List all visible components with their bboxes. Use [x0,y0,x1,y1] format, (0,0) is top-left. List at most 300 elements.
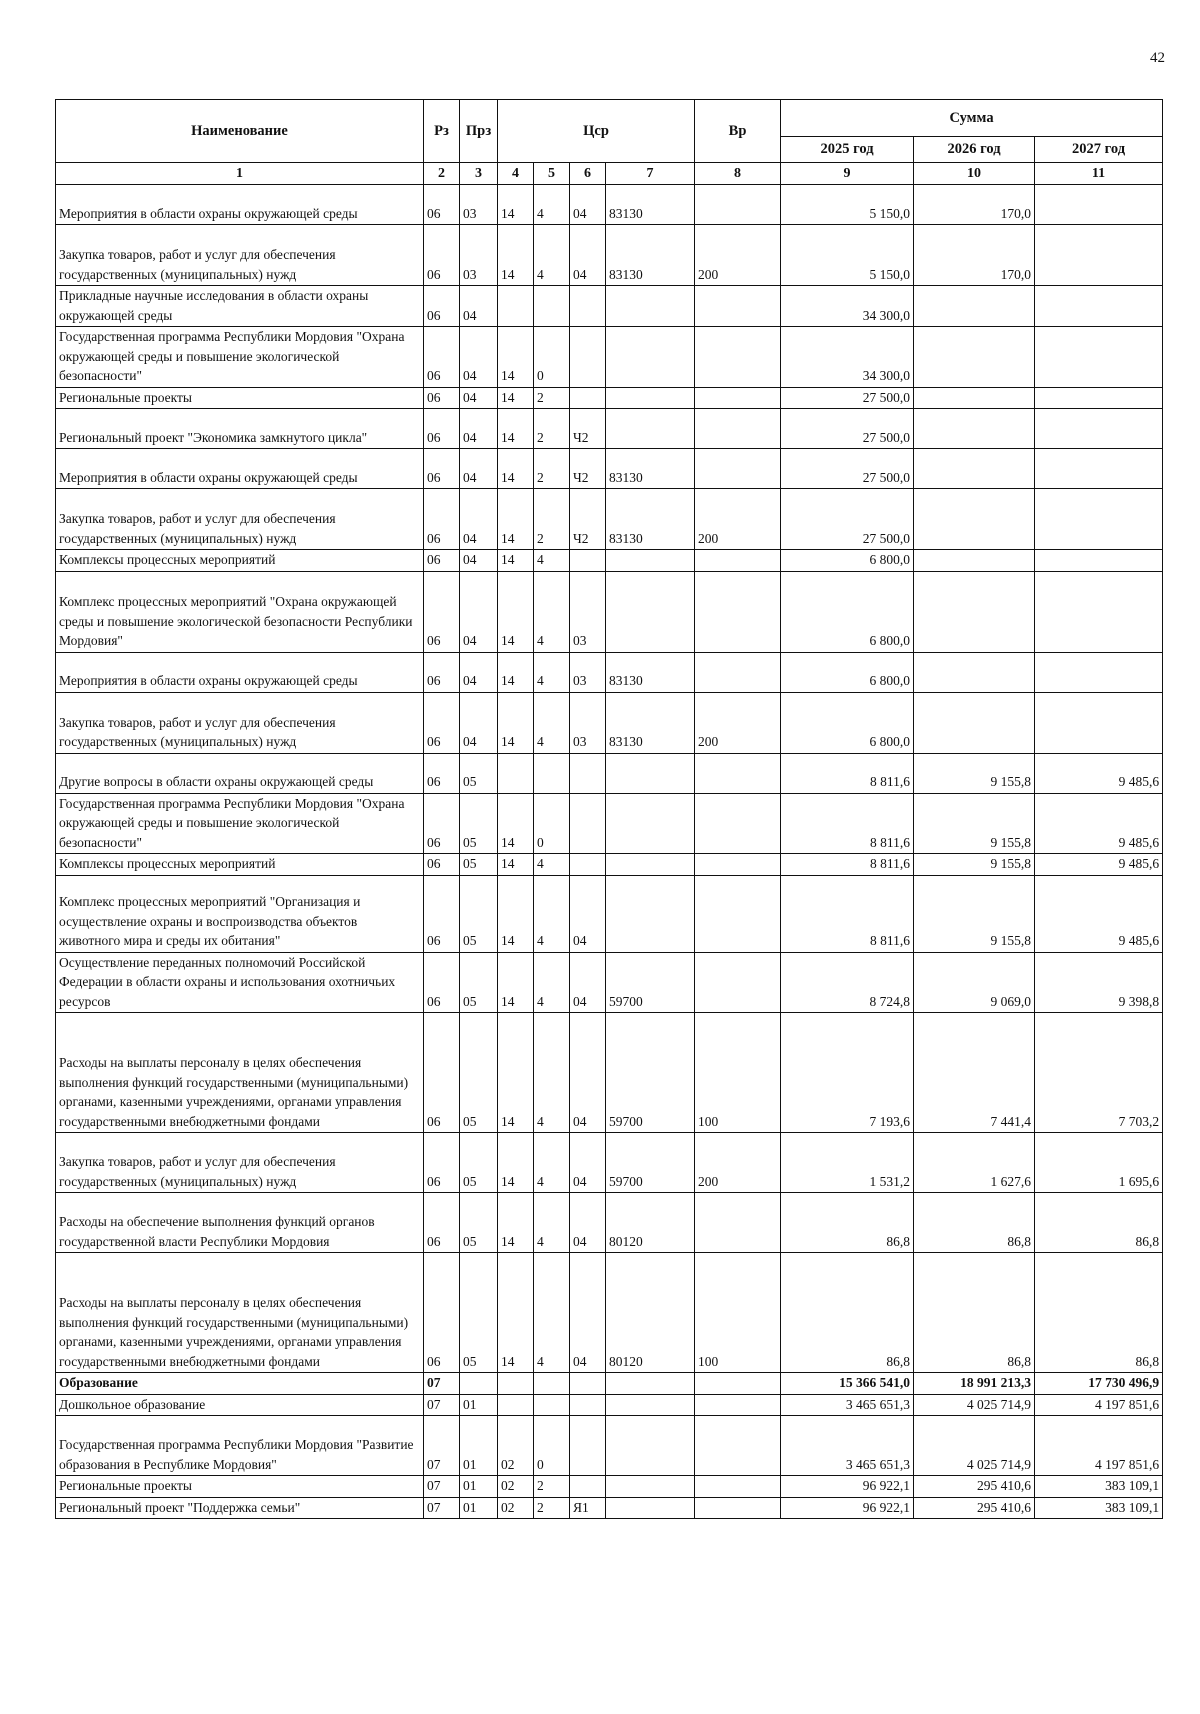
row-sum-2027: 7 703,2 [1035,1013,1163,1133]
row-sum-2027: 383 109,1 [1035,1497,1163,1519]
row-name: Комплекс процессных мероприятий "Организация и осуществление охраны и воспроизводства объектов животного мира и среды их обитания" [56,875,424,952]
row-vr [695,1497,781,1519]
table-row [56,753,1163,793]
row-sum-2026: 4 025 714,9 [914,1394,1035,1416]
row-sum-2026 [914,489,1035,550]
row-name: Дошкольное образование [56,1394,424,1416]
row-csr-type: 4 [534,1253,570,1373]
row-name: Мероприятия в области охраны окружающей среды [56,449,424,489]
table-row [56,854,1163,876]
row-sum-2027 [1035,550,1163,572]
row-csr-direction [606,875,695,952]
row-vr [695,1476,781,1498]
row-csr-type: 0 [534,793,570,854]
row-prz: 05 [460,1133,498,1193]
row-sum-2027: 9 485,6 [1035,753,1163,793]
header-year-2025: 2025 год [781,137,914,163]
row-csr-subprogram [570,793,606,854]
row-csr-subprogram [570,854,606,876]
row-csr-subprogram [570,1394,606,1416]
row-csr-program: 02 [498,1476,534,1498]
row-csr-subprogram: 04 [570,225,606,286]
row-rz: 06 [424,1253,460,1373]
row-csr-direction: 83130 [606,225,695,286]
row-csr-direction [606,550,695,572]
column-number: 8 [695,163,781,185]
row-prz: 04 [460,489,498,550]
header-year-2026: 2026 год [914,137,1035,163]
row-csr-program: 14 [498,409,534,449]
row-rz: 06 [424,387,460,409]
row-vr [695,1416,781,1476]
row-sum-2026: 9 155,8 [914,875,1035,952]
row-rz: 06 [424,652,460,692]
row-prz: 01 [460,1476,498,1498]
row-prz: 04 [460,571,498,652]
row-prz: 03 [460,185,498,225]
row-sum-2026: 4 025 714,9 [914,1416,1035,1476]
table-row [56,652,1163,692]
row-name: Осуществление переданных полномочий Российской Федерации в области охраны и использования охотничьих ресурсов [56,952,424,1013]
column-number: 1 [56,163,424,185]
row-sum-2026: 18 991 213,3 [914,1373,1035,1395]
row-vr [695,952,781,1013]
row-csr-subprogram [570,1373,606,1395]
row-csr-direction [606,1497,695,1519]
row-rz: 06 [424,225,460,286]
row-sum-2026: 86,8 [914,1253,1035,1373]
column-number: 7 [606,163,695,185]
row-csr-direction [606,854,695,876]
row-sum-2027: 9 485,6 [1035,793,1163,854]
row-sum-2026: 9 155,8 [914,854,1035,876]
row-name: Закупка товаров, работ и услуг для обеспечения государственных (муниципальных) нужд [56,1133,424,1193]
row-sum-2025: 8 724,8 [781,952,914,1013]
row-sum-2027: 9 398,8 [1035,952,1163,1013]
table-body [56,185,1163,1519]
header-rz: Рз [424,100,460,163]
table-row [56,1013,1163,1133]
table-row [56,286,1163,327]
row-name: Расходы на выплаты персоналу в целях обеспечения выполнения функций государственными (муниципальными) органами, казенными учреждениями, органами управления государственными внебюджетными фондами [56,1013,424,1133]
row-sum-2026: 170,0 [914,185,1035,225]
column-number: 6 [570,163,606,185]
row-rz: 06 [424,854,460,876]
row-csr-program: 02 [498,1497,534,1519]
row-csr-direction: 59700 [606,1133,695,1193]
row-csr-program: 14 [498,793,534,854]
row-csr-subprogram [570,753,606,793]
row-prz: 04 [460,286,498,327]
row-name: Расходы на выплаты персоналу в целях обеспечения выполнения функций государственными (муниципальными) органами, казенными учреждениями, органами управления государственными внебюджетными фондами [56,1253,424,1373]
row-csr-type: 2 [534,409,570,449]
row-vr [695,854,781,876]
table-row [56,875,1163,952]
row-vr: 100 [695,1013,781,1133]
row-vr [695,1193,781,1253]
row-name: Государственная программа Республики Мордовия "Охрана окружающей среды и повышение экологической безопасности" [56,793,424,854]
row-csr-type: 2 [534,449,570,489]
row-sum-2025: 27 500,0 [781,489,914,550]
row-csr-type: 4 [534,652,570,692]
row-csr-subprogram: Ч2 [570,449,606,489]
row-csr-type: 4 [534,571,570,652]
row-csr-subprogram [570,550,606,572]
header-prz: Прз [460,100,498,163]
row-sum-2027 [1035,225,1163,286]
row-name: Региональные проекты [56,387,424,409]
row-rz: 06 [424,489,460,550]
row-sum-2027: 86,8 [1035,1253,1163,1373]
row-prz: 05 [460,1253,498,1373]
row-name: Образование [56,1373,424,1395]
row-csr-subprogram: 04 [570,1133,606,1193]
row-sum-2026 [914,449,1035,489]
row-vr [695,652,781,692]
row-rz: 06 [424,1133,460,1193]
header-year-2027: 2027 год [1035,137,1163,163]
row-sum-2026: 9 155,8 [914,793,1035,854]
row-prz: 05 [460,952,498,1013]
row-sum-2026 [914,652,1035,692]
row-prz [460,1373,498,1395]
row-sum-2027: 9 485,6 [1035,854,1163,876]
row-csr-subprogram: 04 [570,952,606,1013]
row-csr-subprogram: Я1 [570,1497,606,1519]
row-rz: 06 [424,550,460,572]
row-prz: 04 [460,387,498,409]
row-rz: 06 [424,409,460,449]
row-csr-direction: 59700 [606,1013,695,1133]
table-row [56,571,1163,652]
row-csr-subprogram [570,387,606,409]
row-rz: 06 [424,1013,460,1133]
row-csr-subprogram: Ч2 [570,409,606,449]
row-sum-2027 [1035,489,1163,550]
table-row [56,952,1163,1013]
table-row [56,1193,1163,1253]
row-vr: 200 [695,225,781,286]
table-row [56,1373,1163,1395]
header-vr: Вр [695,100,781,163]
row-sum-2025: 6 800,0 [781,652,914,692]
row-csr-program: 14 [498,225,534,286]
row-prz: 04 [460,692,498,753]
row-sum-2026: 295 410,6 [914,1476,1035,1498]
row-csr-direction [606,1476,695,1498]
row-csr-direction: 80120 [606,1193,695,1253]
row-sum-2025: 6 800,0 [781,692,914,753]
row-sum-2025: 1 531,2 [781,1133,914,1193]
row-csr-type [534,753,570,793]
row-csr-subprogram: Ч2 [570,489,606,550]
row-sum-2025: 96 922,1 [781,1476,914,1498]
row-csr-direction [606,793,695,854]
row-csr-direction [606,286,695,327]
row-rz: 07 [424,1416,460,1476]
row-csr-type [534,286,570,327]
row-vr [695,387,781,409]
row-prz: 04 [460,409,498,449]
budget-table [55,99,1163,1519]
row-csr-program: 14 [498,652,534,692]
row-sum-2025: 27 500,0 [781,409,914,449]
row-name: Закупка товаров, работ и услуг для обеспечения государственных (муниципальных) нужд [56,225,424,286]
row-prz: 05 [460,753,498,793]
row-name: Комплекс процессных мероприятий "Охрана окружающей среды и повышение экологической безопасности Республики Мордовия" [56,571,424,652]
column-number: 2 [424,163,460,185]
row-name: Мероприятия в области охраны окружающей среды [56,185,424,225]
row-name: Прикладные научные исследования в области охраны окружающей среды [56,286,424,327]
row-sum-2026 [914,327,1035,388]
table-row [56,409,1163,449]
row-sum-2026 [914,286,1035,327]
row-csr-subprogram: 04 [570,1193,606,1253]
row-vr [695,1394,781,1416]
row-prz: 04 [460,550,498,572]
row-csr-direction [606,409,695,449]
row-name: Закупка товаров, работ и услуг для обеспечения государственных (муниципальных) нужд [56,692,424,753]
table-row [56,1416,1163,1476]
row-name: Комплексы процессных мероприятий [56,550,424,572]
row-csr-subprogram: 03 [570,571,606,652]
row-csr-program [498,753,534,793]
row-sum-2025: 27 500,0 [781,449,914,489]
row-vr [695,1373,781,1395]
column-number: 9 [781,163,914,185]
column-numbers-row [56,163,1163,185]
row-name: Региональный проект "Экономика замкнутого цикла" [56,409,424,449]
table-row [56,225,1163,286]
row-sum-2026 [914,571,1035,652]
row-sum-2026: 7 441,4 [914,1013,1035,1133]
row-sum-2025: 6 800,0 [781,550,914,572]
row-csr-direction: 83130 [606,692,695,753]
row-prz: 05 [460,854,498,876]
row-csr-type: 0 [534,1416,570,1476]
row-sum-2026: 86,8 [914,1193,1035,1253]
row-prz: 05 [460,875,498,952]
table-row [56,1253,1163,1373]
row-csr-program: 14 [498,952,534,1013]
row-csr-program: 14 [498,875,534,952]
row-csr-subprogram: 04 [570,875,606,952]
row-csr-type [534,1394,570,1416]
row-sum-2027 [1035,387,1163,409]
row-prz: 04 [460,449,498,489]
row-rz: 06 [424,952,460,1013]
row-csr-type: 4 [534,550,570,572]
row-sum-2026 [914,550,1035,572]
row-csr-direction: 80120 [606,1253,695,1373]
row-csr-type [534,1373,570,1395]
row-name: Государственная программа Республики Мордовия "Развитие образования в Республике Мордовия" [56,1416,424,1476]
row-rz: 06 [424,449,460,489]
row-csr-program: 14 [498,550,534,572]
row-csr-type: 4 [534,875,570,952]
row-csr-program: 14 [498,1013,534,1133]
row-csr-type: 0 [534,327,570,388]
row-csr-program: 14 [498,692,534,753]
row-vr [695,286,781,327]
row-sum-2027 [1035,327,1163,388]
row-vr [695,793,781,854]
row-prz: 03 [460,225,498,286]
row-sum-2025: 8 811,6 [781,793,914,854]
row-rz: 06 [424,1193,460,1253]
table-row [56,1497,1163,1519]
table-row [56,489,1163,550]
row-vr [695,875,781,952]
row-csr-type: 2 [534,1476,570,1498]
table-row [56,327,1163,388]
row-vr [695,449,781,489]
row-sum-2027: 4 197 851,6 [1035,1416,1163,1476]
row-sum-2027: 4 197 851,6 [1035,1394,1163,1416]
row-sum-2026 [914,409,1035,449]
row-csr-subprogram [570,1476,606,1498]
row-rz: 06 [424,286,460,327]
row-name: Государственная программа Республики Мордовия "Охрана окружающей среды и повышение экологической безопасности" [56,327,424,388]
row-csr-direction: 83130 [606,489,695,550]
row-csr-direction: 59700 [606,952,695,1013]
row-vr [695,550,781,572]
row-sum-2025: 5 150,0 [781,185,914,225]
row-prz: 04 [460,652,498,692]
column-number: 4 [498,163,534,185]
page-number: 42 [1150,50,1165,66]
row-sum-2027: 383 109,1 [1035,1476,1163,1498]
row-prz: 01 [460,1497,498,1519]
row-sum-2027: 9 485,6 [1035,875,1163,952]
table-row [56,387,1163,409]
row-csr-type: 4 [534,1013,570,1133]
row-csr-program [498,1394,534,1416]
row-vr: 200 [695,692,781,753]
row-csr-program: 14 [498,327,534,388]
row-rz: 07 [424,1497,460,1519]
row-csr-direction [606,327,695,388]
row-sum-2025: 8 811,6 [781,875,914,952]
row-sum-2027 [1035,449,1163,489]
row-csr-type: 4 [534,185,570,225]
row-csr-subprogram [570,1416,606,1476]
row-csr-program: 14 [498,1253,534,1373]
row-csr-direction [606,1394,695,1416]
row-csr-subprogram: 04 [570,1013,606,1133]
row-sum-2026: 9 069,0 [914,952,1035,1013]
row-vr [695,409,781,449]
row-name: Мероприятия в области охраны окружающей среды [56,652,424,692]
row-vr [695,185,781,225]
row-sum-2027: 86,8 [1035,1193,1163,1253]
row-vr: 200 [695,489,781,550]
row-vr [695,571,781,652]
row-sum-2026 [914,387,1035,409]
row-vr: 200 [695,1133,781,1193]
row-csr-direction [606,1416,695,1476]
row-rz: 06 [424,875,460,952]
row-sum-2026: 295 410,6 [914,1497,1035,1519]
row-sum-2025: 7 193,6 [781,1013,914,1133]
row-sum-2025: 96 922,1 [781,1497,914,1519]
row-sum-2025: 8 811,6 [781,854,914,876]
row-csr-type: 2 [534,387,570,409]
row-sum-2027 [1035,185,1163,225]
row-csr-program: 14 [498,1133,534,1193]
row-csr-type: 4 [534,1193,570,1253]
row-rz: 06 [424,753,460,793]
row-rz: 06 [424,185,460,225]
header-csr: Цср [498,100,695,163]
row-csr-program: 14 [498,185,534,225]
header-name: Наименование [56,100,424,163]
column-number: 11 [1035,163,1163,185]
row-prz: 01 [460,1416,498,1476]
row-vr: 100 [695,1253,781,1373]
row-rz: 07 [424,1373,460,1395]
column-number: 10 [914,163,1035,185]
row-sum-2026 [914,692,1035,753]
row-sum-2025: 86,8 [781,1193,914,1253]
row-csr-type: 2 [534,489,570,550]
table-row [56,793,1163,854]
row-csr-program: 14 [498,854,534,876]
table-row [56,1394,1163,1416]
table-row [56,449,1163,489]
row-csr-direction [606,753,695,793]
row-sum-2027: 17 730 496,9 [1035,1373,1163,1395]
row-sum-2027 [1035,692,1163,753]
table-row [56,550,1163,572]
row-sum-2025: 3 465 651,3 [781,1394,914,1416]
row-sum-2025: 34 300,0 [781,327,914,388]
table-row [56,1133,1163,1193]
row-name: Другие вопросы в области охраны окружающей среды [56,753,424,793]
row-csr-type: 4 [534,854,570,876]
row-sum-2027: 1 695,6 [1035,1133,1163,1193]
row-csr-program: 14 [498,489,534,550]
row-csr-direction: 83130 [606,185,695,225]
row-sum-2025: 34 300,0 [781,286,914,327]
row-csr-direction: 83130 [606,652,695,692]
row-name: Региональный проект "Поддержка семьи" [56,1497,424,1519]
row-csr-type: 2 [534,1497,570,1519]
row-sum-2026: 9 155,8 [914,753,1035,793]
column-number: 3 [460,163,498,185]
row-csr-subprogram: 04 [570,1253,606,1373]
row-vr [695,753,781,793]
row-csr-direction [606,1373,695,1395]
row-name: Закупка товаров, работ и услуг для обеспечения государственных (муниципальных) нужд [56,489,424,550]
row-prz: 04 [460,327,498,388]
row-sum-2025: 15 366 541,0 [781,1373,914,1395]
row-rz: 07 [424,1476,460,1498]
row-sum-2025: 6 800,0 [781,571,914,652]
row-csr-subprogram [570,327,606,388]
row-sum-2026: 1 627,6 [914,1133,1035,1193]
row-sum-2025: 27 500,0 [781,387,914,409]
row-sum-2025: 5 150,0 [781,225,914,286]
row-csr-program: 14 [498,571,534,652]
row-csr-program: 14 [498,1193,534,1253]
table-row [56,185,1163,225]
row-csr-program: 14 [498,449,534,489]
column-number: 5 [534,163,570,185]
row-csr-direction [606,387,695,409]
row-rz: 06 [424,692,460,753]
row-sum-2025: 8 811,6 [781,753,914,793]
